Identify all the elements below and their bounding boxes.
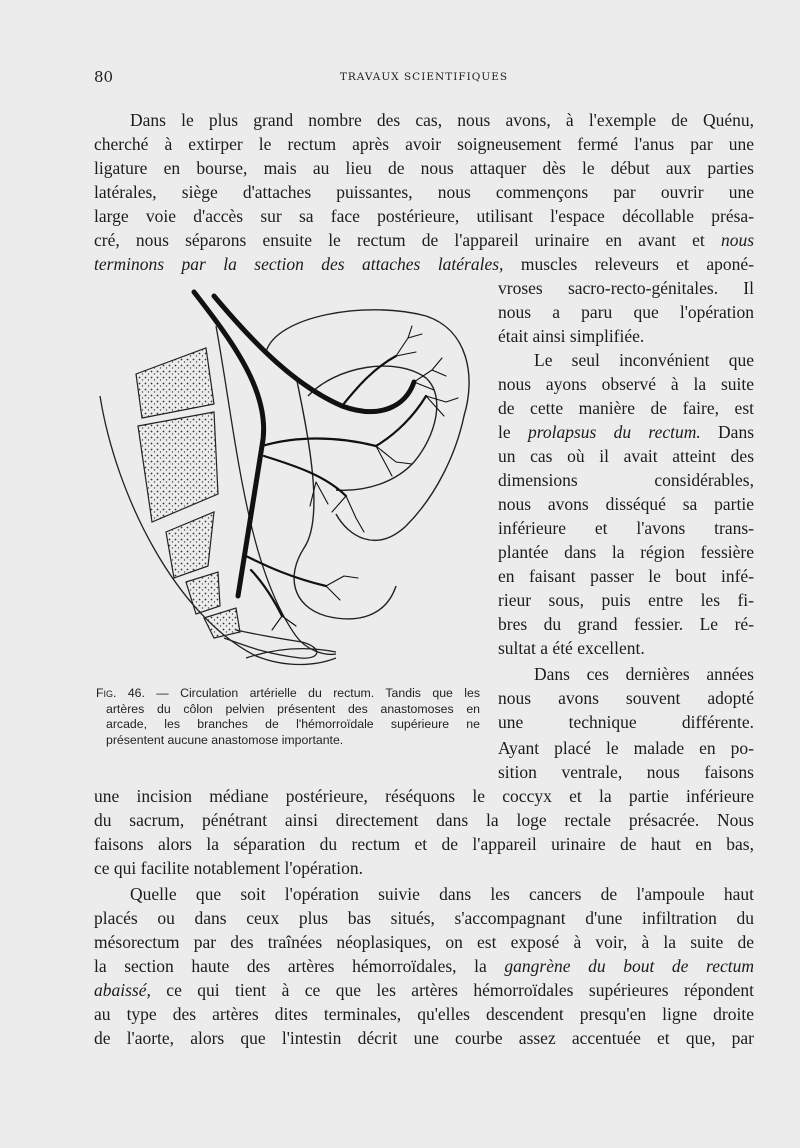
caption-line: présentent aucune anastomose importante. bbox=[106, 732, 344, 747]
text-line: sultat a été excellent. bbox=[498, 638, 645, 658]
text-line: cherché à extirper le rectum après avoir soigneusement fermé l'anus par une bbox=[94, 134, 754, 154]
text-line: placés ou dans ceux plus bas situés, s'accompagnant d'une infiltration du bbox=[94, 908, 754, 928]
text-line bbox=[94, 252, 754, 276]
running-title: TRAVAUX SCIENTIFIQUES bbox=[339, 71, 509, 83]
anatomical-figure bbox=[96, 286, 492, 670]
text-line: nous avons souvent adopté bbox=[498, 688, 754, 708]
text-line bbox=[498, 420, 754, 444]
text-line: ce qui facilite notablement l'opération. bbox=[94, 858, 363, 878]
caption-text: — Circulation artérielle du rectum. Tandis que les bbox=[156, 686, 480, 700]
colon-loop bbox=[266, 310, 469, 619]
text-line: large voie d'accès sur sa face postérieure, utilisant l'espace décollable présa- bbox=[94, 206, 754, 226]
text-line: Le seul inconvénient que bbox=[534, 350, 754, 370]
text-line bbox=[94, 978, 754, 1002]
figure-label: Fig. 46. bbox=[96, 686, 145, 700]
text-line: de l'aorte, alors que l'intestin décrit une courbe assez accentuée et que, par bbox=[94, 1028, 754, 1048]
text-line: un cas où il avait atteint des bbox=[498, 446, 754, 466]
text-line: ligature en bourse, mais au lieu de nous attaquer dès le début aux parties bbox=[94, 158, 754, 178]
text-line: de cette manière de faire, est bbox=[498, 398, 754, 418]
text-line: vroses sacro-recto-génitales. Il bbox=[498, 278, 754, 298]
text-line bbox=[94, 954, 754, 978]
text-line: était ainsi simplifiée. bbox=[498, 326, 645, 346]
caption-line bbox=[96, 686, 480, 702]
text-segment: le bbox=[498, 422, 511, 442]
caption-line: arcade, les branches de l'hémorroïdale supérieure ne bbox=[106, 717, 480, 731]
text-line: du sacrum, pénétrant ainsi directement dans la loge rectale présacrée. Nous bbox=[94, 810, 754, 830]
text-segment: Dans bbox=[718, 422, 755, 442]
text-segment: cré, nous séparons ensuite le rectum de l'appareil urinaire en avant et bbox=[94, 230, 705, 250]
page-number: 80 bbox=[94, 68, 114, 86]
text-line: Quelle que soit l'opération suivie dans les cancers de l'ampoule haut bbox=[130, 884, 754, 904]
artery-twigs bbox=[272, 326, 458, 630]
text-line: Dans le plus grand nombre des cas, nous avons, à l'exemple de Quénu, bbox=[130, 110, 754, 130]
italic-text: prolapsus du rectum. bbox=[527, 422, 701, 442]
italic-text: gangrène du bout de rectum bbox=[504, 956, 754, 976]
text-segment: la section haute des artères hémorroïdales, la bbox=[94, 956, 487, 976]
text-line: plantée dans la région fessière bbox=[498, 542, 754, 562]
text-segment: muscles releveurs et aponé- bbox=[503, 254, 754, 274]
text-line: Dans ces dernières années bbox=[534, 664, 754, 684]
page-header bbox=[94, 68, 754, 88]
text-line: latérales, siège d'attaches puissantes, nous commençons par ouvrir une bbox=[94, 182, 754, 202]
text-line: une technique différente. bbox=[498, 712, 754, 732]
text-line bbox=[94, 228, 754, 252]
text-line: bres du grand fessier. Le ré- bbox=[498, 614, 754, 634]
text-line: Ayant placé le malade en po- bbox=[498, 738, 754, 758]
text-line: en faisant passer le bout infé- bbox=[498, 566, 754, 586]
italic-text: nous bbox=[720, 230, 754, 250]
italic-text: abaissé, bbox=[94, 980, 151, 1000]
text-line: nous ayons observé à la suite bbox=[498, 374, 754, 394]
sacrum-vertebrae bbox=[136, 348, 240, 638]
text-line: nous avons disséqué sa partie bbox=[498, 494, 754, 514]
text-line: inférieure et l'avons trans- bbox=[498, 518, 754, 538]
text-line: une incision médiane postérieure, réséquons le coccyx et la partie inférieure bbox=[94, 786, 754, 806]
text-line: au type des artères dites terminales, qu'elles descendent presqu'en ligne droite bbox=[94, 1004, 754, 1024]
artery-branches bbox=[246, 356, 426, 616]
text-line: faisons alors la séparation du rectum et de l'appareil urinaire de haut en bas, bbox=[94, 834, 754, 854]
text-line: mésorectum par des traînées néoplasiques, on est exposé à voir, à la suite de bbox=[94, 932, 754, 952]
text-line: dimensions considérables, bbox=[498, 470, 754, 490]
text-segment: ce qui tient à ce que les artères hémorroïdales supérieures répondent bbox=[150, 980, 754, 1000]
text-line: sition ventrale, nous faisons bbox=[498, 762, 754, 782]
caption-line: artères du côlon pelvien présentent des anastomoses en bbox=[106, 701, 480, 716]
figure-caption bbox=[96, 686, 480, 748]
text-line: nous a paru que l'opération bbox=[498, 302, 754, 322]
italic-text: terminons par la section des attaches latérales, bbox=[94, 254, 504, 274]
text-line: rieur sous, puis entre les fi- bbox=[498, 590, 754, 610]
